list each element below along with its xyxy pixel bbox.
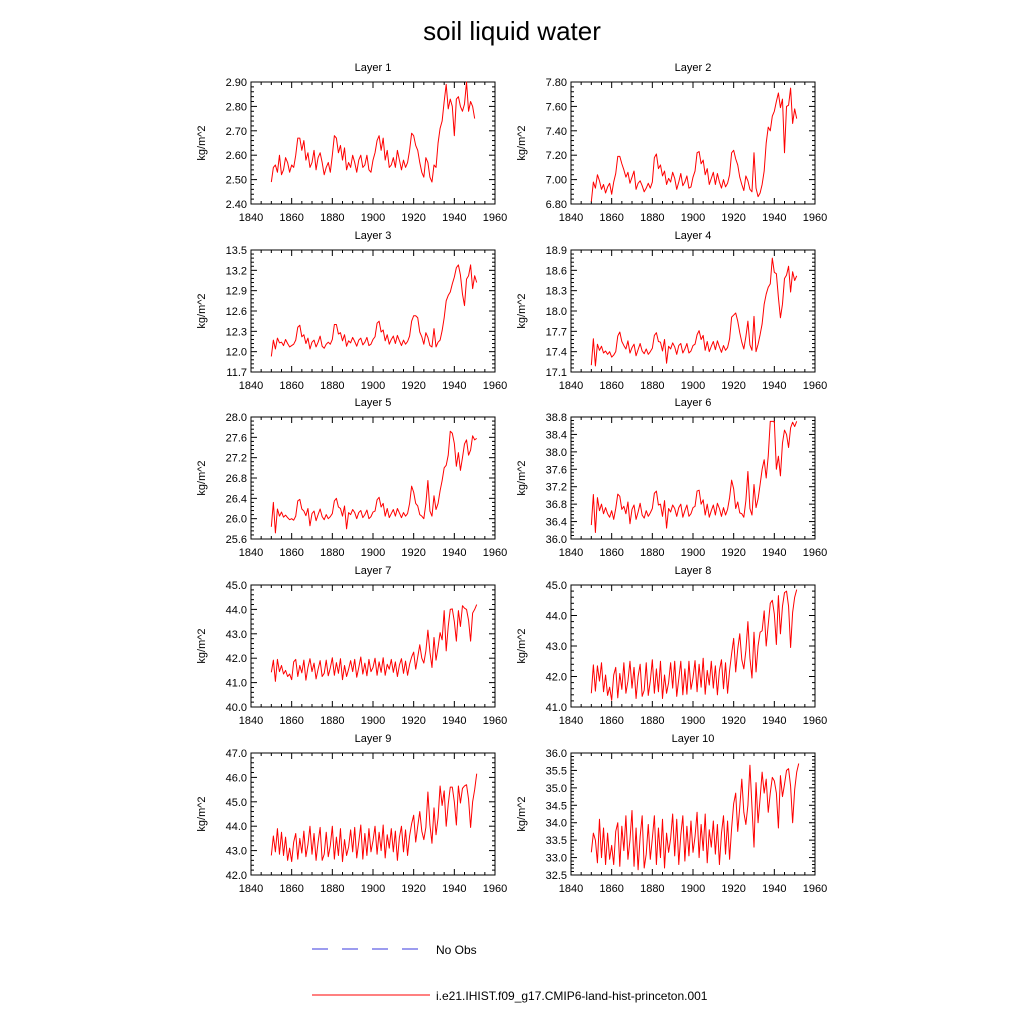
x-tick-label: 1860 [599, 715, 624, 727]
y-axis-label: kg/m^2 [196, 628, 208, 664]
panel-title: Layer 6 [674, 397, 712, 409]
y-tick-label: 42.0 [225, 870, 247, 882]
y-axis-label: kg/m^2 [196, 125, 208, 161]
panel-6 [516, 397, 827, 559]
x-tick-label: 1920 [401, 212, 426, 224]
x-tick-label: 1840 [558, 547, 584, 559]
y-tick-label: 37.6 [545, 464, 567, 477]
panel-title: Layer 7 [354, 565, 392, 577]
y-tick-label: 12.0 [225, 346, 247, 359]
x-tick-label: 1900 [360, 883, 386, 895]
y-tick-label: 2.40 [225, 199, 247, 211]
panel-3 [196, 230, 507, 392]
y-tick-label: 18.0 [545, 306, 567, 318]
y-tick-label: 2.80 [225, 101, 247, 114]
series-line [591, 590, 796, 701]
x-tick-label: 1920 [401, 883, 426, 895]
y-tick-label: 38.4 [545, 429, 567, 442]
y-tick-label: 43.0 [545, 641, 567, 653]
y-tick-label: 2.60 [225, 150, 247, 163]
plot-frame [571, 82, 815, 204]
panel-2 [516, 62, 827, 224]
panel-4 [516, 230, 827, 392]
x-tick-label: 1960 [802, 547, 828, 559]
y-tick-label: 45.0 [225, 580, 247, 592]
y-tick-label: 42.0 [225, 653, 247, 666]
y-tick-label: 18.9 [545, 245, 567, 257]
y-tick-label: 13.5 [225, 245, 247, 257]
x-tick-label: 1940 [762, 883, 787, 895]
x-tick-label: 1940 [442, 715, 467, 727]
series-line [271, 82, 474, 182]
y-tick-label: 27.6 [225, 432, 247, 445]
y-axis-label: kg/m^2 [516, 293, 528, 329]
y-tick-label: 7.40 [545, 125, 567, 138]
y-tick-label: 18.6 [545, 265, 567, 278]
y-tick-label: 47.0 [225, 748, 247, 760]
x-tick-label: 1920 [401, 380, 426, 392]
panel-8 [516, 565, 827, 727]
x-tick-label: 1920 [721, 212, 746, 224]
y-axis-label: kg/m^2 [516, 796, 528, 832]
y-tick-label: 32.5 [545, 870, 567, 882]
y-tick-label: 43.0 [225, 628, 247, 641]
x-tick-label: 1960 [802, 212, 828, 224]
y-tick-label: 34.5 [545, 800, 567, 813]
y-tick-label: 43.0 [225, 845, 247, 858]
x-tick-label: 1940 [762, 212, 787, 224]
x-tick-label: 1840 [238, 212, 264, 224]
x-tick-label: 1900 [360, 380, 386, 392]
panel-title: Layer 8 [674, 565, 712, 577]
x-tick-label: 1960 [482, 547, 508, 559]
x-tick-label: 1860 [279, 883, 304, 895]
y-tick-label: 7.60 [545, 101, 567, 114]
x-tick-label: 1880 [320, 212, 345, 224]
x-tick-label: 1940 [762, 547, 787, 559]
x-tick-label: 1920 [401, 715, 426, 727]
y-tick-label: 40.0 [225, 702, 247, 714]
x-tick-label: 1940 [762, 715, 787, 727]
y-tick-label: 45.0 [545, 580, 567, 592]
y-tick-label: 34.0 [545, 817, 567, 830]
y-axis-label: kg/m^2 [196, 460, 208, 496]
y-tick-label: 33.5 [545, 835, 567, 848]
y-tick-label: 27.2 [225, 452, 247, 465]
y-tick-label: 41.0 [545, 702, 567, 714]
x-tick-label: 1860 [599, 380, 624, 392]
plot-frame [251, 417, 495, 539]
x-tick-label: 1900 [680, 547, 706, 559]
x-tick-label: 1960 [802, 883, 828, 895]
x-tick-label: 1840 [238, 715, 264, 727]
panel-title: Layer 2 [674, 62, 712, 74]
x-tick-label: 1880 [640, 715, 665, 727]
x-tick-label: 1920 [721, 380, 746, 392]
legend [312, 943, 708, 1003]
y-tick-label: 26.8 [225, 473, 247, 485]
x-tick-label: 1860 [279, 715, 304, 727]
series-line [271, 265, 476, 357]
x-tick-label: 1920 [401, 547, 426, 559]
panel-title: Layer 3 [354, 230, 392, 242]
x-tick-label: 1940 [442, 380, 467, 392]
panel-10 [516, 733, 827, 895]
panel-7 [196, 565, 507, 727]
panel-1 [196, 62, 507, 224]
y-axis-label: kg/m^2 [516, 628, 528, 664]
y-tick-label: 35.0 [545, 782, 567, 795]
y-axis-label: kg/m^2 [196, 293, 208, 329]
y-tick-label: 6.80 [545, 199, 567, 211]
y-tick-label: 45.0 [225, 796, 247, 809]
plot-frame [251, 250, 495, 372]
y-tick-label: 35.5 [545, 765, 567, 778]
y-tick-label: 17.4 [545, 346, 567, 359]
y-tick-label: 42.0 [545, 671, 567, 684]
x-tick-label: 1900 [360, 715, 386, 727]
plot-frame [571, 417, 815, 539]
y-tick-label: 38.8 [545, 412, 567, 424]
y-axis-label: kg/m^2 [196, 796, 208, 832]
x-tick-label: 1960 [482, 883, 508, 895]
y-axis-label: kg/m^2 [516, 460, 528, 496]
x-tick-label: 1860 [279, 547, 304, 559]
x-tick-label: 1880 [320, 715, 345, 727]
plot-frame [251, 585, 495, 707]
y-tick-label: 44.0 [545, 610, 567, 623]
x-tick-label: 1960 [482, 380, 508, 392]
y-tick-label: 36.8 [545, 499, 567, 512]
x-tick-label: 1860 [599, 212, 624, 224]
y-tick-label: 2.70 [225, 125, 247, 138]
x-tick-label: 1880 [320, 883, 345, 895]
x-tick-label: 1840 [558, 715, 584, 727]
y-axis-label: kg/m^2 [516, 125, 528, 161]
x-tick-label: 1840 [238, 883, 264, 895]
y-tick-label: 7.80 [545, 77, 567, 89]
x-tick-label: 1880 [640, 212, 665, 224]
panel-9 [196, 733, 507, 895]
x-tick-label: 1840 [238, 547, 264, 559]
x-tick-label: 1840 [558, 883, 584, 895]
model-legend-label: i.e21.IHIST.f09_g17.CMIP6-land-hist-princeton.001 [436, 989, 708, 1003]
x-tick-label: 1900 [680, 212, 706, 224]
y-tick-label: 38.0 [545, 446, 567, 459]
y-tick-label: 33.0 [545, 852, 567, 865]
y-tick-label: 18.3 [545, 285, 567, 298]
x-tick-label: 1960 [482, 715, 508, 727]
x-tick-label: 1920 [721, 715, 746, 727]
x-tick-label: 1880 [640, 380, 665, 392]
y-tick-label: 7.00 [545, 174, 567, 187]
x-tick-label: 1900 [360, 212, 386, 224]
x-tick-label: 1940 [442, 212, 467, 224]
series-line [591, 763, 798, 869]
y-tick-label: 26.0 [225, 513, 247, 526]
x-tick-label: 1900 [680, 715, 706, 727]
y-tick-label: 11.7 [226, 367, 247, 379]
x-tick-label: 1840 [558, 212, 584, 224]
x-tick-label: 1880 [320, 380, 345, 392]
x-tick-label: 1940 [442, 883, 467, 895]
y-tick-label: 36.4 [545, 516, 567, 529]
x-tick-label: 1860 [599, 547, 624, 559]
series-line [591, 421, 796, 532]
y-tick-label: 36.0 [545, 748, 567, 760]
y-tick-label: 12.6 [225, 306, 247, 318]
series-line [271, 431, 476, 533]
x-tick-label: 1840 [558, 380, 584, 392]
series-line [591, 258, 796, 366]
y-tick-label: 41.0 [225, 677, 247, 690]
y-tick-label: 44.0 [225, 821, 247, 834]
x-tick-label: 1900 [680, 380, 706, 392]
y-tick-label: 46.0 [225, 772, 247, 785]
panel-5 [196, 397, 507, 559]
x-tick-label: 1960 [482, 212, 508, 224]
y-tick-label: 17.1 [545, 367, 567, 379]
x-tick-label: 1920 [721, 547, 746, 559]
y-tick-label: 13.2 [225, 265, 247, 278]
y-tick-label: 7.20 [545, 150, 567, 163]
panel-title: Layer 1 [354, 62, 392, 74]
panel-title: Layer 5 [354, 397, 392, 409]
series-line [271, 605, 476, 682]
y-tick-label: 26.4 [225, 493, 247, 506]
x-tick-label: 1840 [238, 380, 264, 392]
plot-frame [571, 753, 815, 875]
y-tick-label: 12.3 [225, 326, 247, 339]
x-tick-label: 1940 [762, 380, 787, 392]
x-tick-label: 1920 [721, 883, 746, 895]
x-tick-label: 1860 [279, 380, 304, 392]
series-line [271, 774, 476, 862]
panels [196, 62, 827, 895]
x-tick-label: 1880 [640, 883, 665, 895]
series-line [591, 88, 796, 201]
y-tick-label: 25.6 [225, 534, 247, 546]
y-tick-label: 12.9 [225, 285, 247, 298]
panel-title: Layer 4 [674, 230, 712, 242]
obs-legend-label: No Obs [436, 943, 477, 957]
y-tick-label: 28.0 [225, 412, 247, 424]
x-tick-label: 1900 [680, 883, 706, 895]
figure-title: soil liquid water [423, 16, 601, 46]
panel-title: Layer 9 [354, 733, 392, 745]
y-tick-label: 2.50 [225, 174, 247, 187]
x-tick-label: 1940 [442, 547, 467, 559]
y-tick-label: 2.90 [225, 77, 247, 89]
y-tick-label: 17.7 [545, 326, 567, 339]
x-tick-label: 1880 [320, 547, 345, 559]
y-tick-label: 44.0 [225, 604, 247, 617]
y-tick-label: 37.2 [545, 481, 567, 494]
plot-frame [251, 82, 495, 204]
x-tick-label: 1880 [640, 547, 665, 559]
y-tick-label: 36.0 [545, 534, 567, 546]
x-tick-label: 1860 [599, 883, 624, 895]
x-tick-label: 1900 [360, 547, 386, 559]
x-tick-label: 1960 [802, 380, 828, 392]
x-tick-label: 1960 [802, 715, 828, 727]
panel-title: Layer 10 [671, 733, 715, 745]
x-tick-label: 1860 [279, 212, 304, 224]
